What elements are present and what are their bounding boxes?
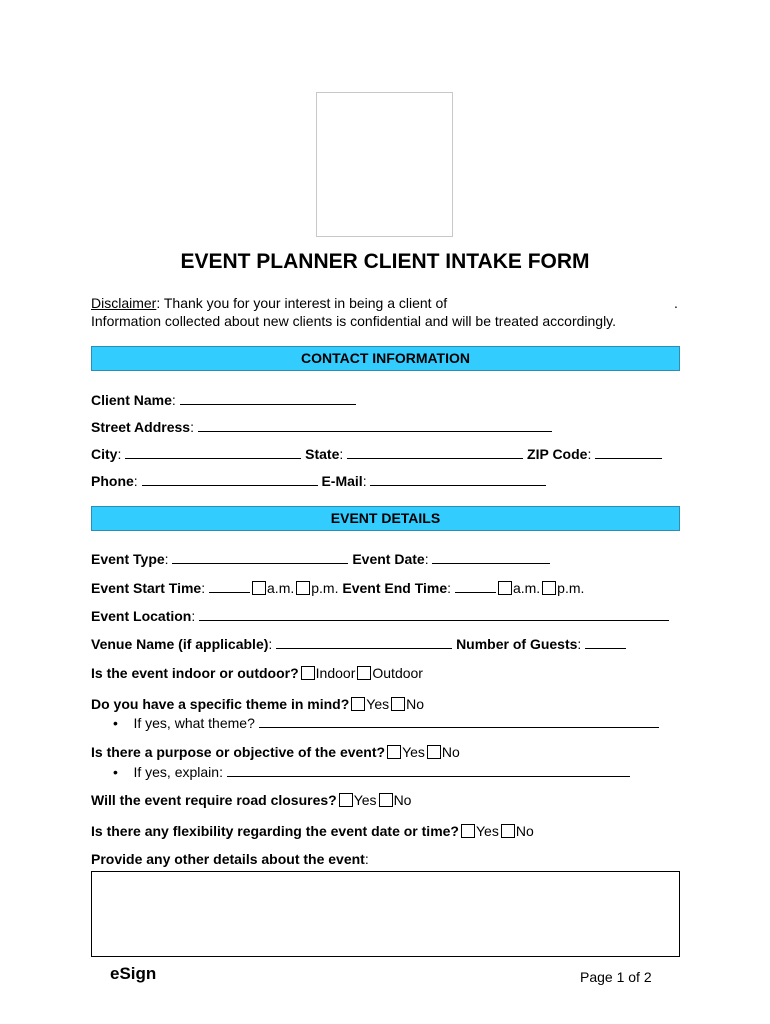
road-no-checkbox[interactable] bbox=[379, 793, 393, 807]
form-title: EVENT PLANNER CLIENT INTAKE FORM bbox=[180, 250, 590, 273]
end-am-checkbox[interactable] bbox=[498, 581, 512, 595]
event-type-date-row: Event Type: Event Date: bbox=[91, 550, 550, 568]
logo-placeholder bbox=[316, 92, 453, 237]
flexibility-question: Is there any flexibility regarding the event date or time? bbox=[91, 823, 459, 839]
start-am-label: a.m. bbox=[267, 580, 295, 596]
contact-section-header: CONTACT INFORMATION bbox=[91, 346, 680, 371]
event-date-field[interactable] bbox=[432, 550, 550, 564]
start-pm-checkbox[interactable] bbox=[296, 581, 310, 595]
disclaimer-line-2: Information collected about new clients is confidential and will be treated accordingly. bbox=[91, 313, 617, 329]
city-state-zip-row: City: State: ZIP Code: bbox=[91, 445, 662, 463]
state-field[interactable] bbox=[347, 445, 523, 459]
theme-followup-label: If yes, what theme? bbox=[133, 715, 255, 731]
phone-field[interactable] bbox=[142, 472, 318, 486]
guests-field[interactable] bbox=[585, 635, 626, 649]
street-address-row: Street Address: bbox=[91, 418, 552, 436]
purpose-followup-field[interactable] bbox=[227, 763, 630, 777]
esign-logo: eSign bbox=[110, 964, 157, 983]
outdoor-label: Outdoor bbox=[372, 665, 423, 681]
purpose-yes-label: Yes bbox=[402, 744, 425, 760]
start-pm-label: p.m. bbox=[311, 580, 339, 596]
road-no-label: No bbox=[393, 792, 412, 808]
flex-yes-label: Yes bbox=[476, 823, 499, 839]
city-label: City bbox=[91, 446, 118, 462]
road-yes-label: Yes bbox=[353, 792, 377, 808]
theme-question: Do you have a specific theme in mind? bbox=[91, 696, 350, 712]
client-name-label: Client Name bbox=[91, 392, 172, 408]
bullet-icon: • bbox=[113, 764, 118, 780]
zip-field[interactable] bbox=[595, 445, 662, 459]
outdoor-checkbox[interactable] bbox=[357, 666, 371, 680]
road-closure-question: Will the event require road closures? bbox=[91, 792, 337, 808]
road-closure-row bbox=[91, 791, 411, 809]
event-section-header: EVENT DETAILS bbox=[91, 506, 680, 531]
street-address-field[interactable] bbox=[198, 418, 552, 432]
start-time-field[interactable] bbox=[209, 579, 250, 593]
end-pm-label: p.m. bbox=[557, 580, 585, 596]
venue-label: Venue Name (if applicable) bbox=[91, 636, 269, 652]
other-details-textarea[interactable] bbox=[91, 871, 680, 957]
venue-guests-row: Venue Name (if applicable): Number of Guests: bbox=[91, 635, 626, 653]
purpose-followup-label: If yes, explain: bbox=[133, 764, 223, 780]
phone-email-row: Phone: E-Mail: bbox=[91, 472, 546, 490]
event-date-label: Event Date bbox=[352, 551, 425, 567]
start-am-checkbox[interactable] bbox=[252, 581, 266, 595]
event-location-label: Event Location bbox=[91, 608, 192, 624]
indoor-checkbox[interactable] bbox=[301, 666, 315, 680]
purpose-row bbox=[91, 743, 460, 761]
indoor-label: Indoor bbox=[315, 665, 356, 681]
disclaimer-text: : Thank you for your interest in being a client of bbox=[156, 295, 448, 311]
flex-yes-checkbox[interactable] bbox=[461, 824, 475, 838]
end-time-label: Event End Time bbox=[342, 580, 448, 596]
flexibility-row bbox=[91, 822, 534, 840]
indoor-outdoor-row bbox=[91, 664, 423, 682]
email-label: E-Mail bbox=[321, 473, 363, 489]
email-field[interactable] bbox=[370, 472, 546, 486]
venue-field[interactable] bbox=[276, 635, 452, 649]
event-time-row: Event Start Time: a.m. p.m. Event End Time: a.m. p.m. bbox=[91, 580, 585, 596]
street-address-label: Street Address bbox=[91, 419, 191, 435]
guests-label: Number of Guests bbox=[456, 636, 578, 652]
event-location-row: Event Location: bbox=[91, 607, 669, 625]
road-yes-checkbox[interactable] bbox=[339, 793, 353, 807]
theme-followup bbox=[113, 714, 659, 732]
page-number: Page 1 of 2 bbox=[580, 969, 652, 985]
end-time-field[interactable] bbox=[455, 579, 496, 593]
client-name-row: Client Name: bbox=[91, 391, 356, 409]
theme-followup-field[interactable] bbox=[259, 714, 659, 728]
purpose-no-label: No bbox=[441, 744, 460, 760]
purpose-yes-checkbox[interactable] bbox=[387, 745, 401, 759]
event-type-label: Event Type bbox=[91, 551, 165, 567]
disclaimer-label: Disclaimer bbox=[91, 295, 157, 311]
disclaimer-line bbox=[91, 294, 447, 312]
disclaimer-end: . bbox=[674, 295, 678, 311]
purpose-no-checkbox[interactable] bbox=[427, 745, 441, 759]
event-location-field[interactable] bbox=[199, 607, 669, 621]
end-pm-checkbox[interactable] bbox=[542, 581, 556, 595]
end-am-label: a.m. bbox=[512, 580, 541, 596]
city-field[interactable] bbox=[125, 445, 301, 459]
client-name-field[interactable] bbox=[180, 391, 356, 405]
indoor-outdoor-question: Is the event indoor or outdoor? bbox=[91, 665, 299, 681]
theme-yes-label: Yes bbox=[366, 696, 390, 712]
theme-no-label: No bbox=[406, 696, 425, 712]
theme-row bbox=[91, 695, 424, 713]
theme-yes-checkbox[interactable] bbox=[351, 697, 365, 711]
other-details-row: Provide any other details about the event: bbox=[91, 851, 369, 867]
theme-no-checkbox[interactable] bbox=[391, 697, 405, 711]
flex-no-label: No bbox=[515, 823, 534, 839]
flex-no-checkbox[interactable] bbox=[501, 824, 515, 838]
event-type-field[interactable] bbox=[172, 550, 348, 564]
phone-label: Phone bbox=[91, 473, 134, 489]
other-details-label: Provide any other details about the event bbox=[91, 851, 365, 867]
purpose-question: Is there a purpose or objective of the event? bbox=[91, 744, 386, 760]
bullet-icon: • bbox=[113, 715, 118, 731]
start-time-label: Event Start Time bbox=[91, 580, 202, 596]
zip-label: ZIP Code bbox=[527, 446, 588, 462]
purpose-followup bbox=[113, 763, 630, 781]
state-label: State bbox=[305, 446, 340, 462]
